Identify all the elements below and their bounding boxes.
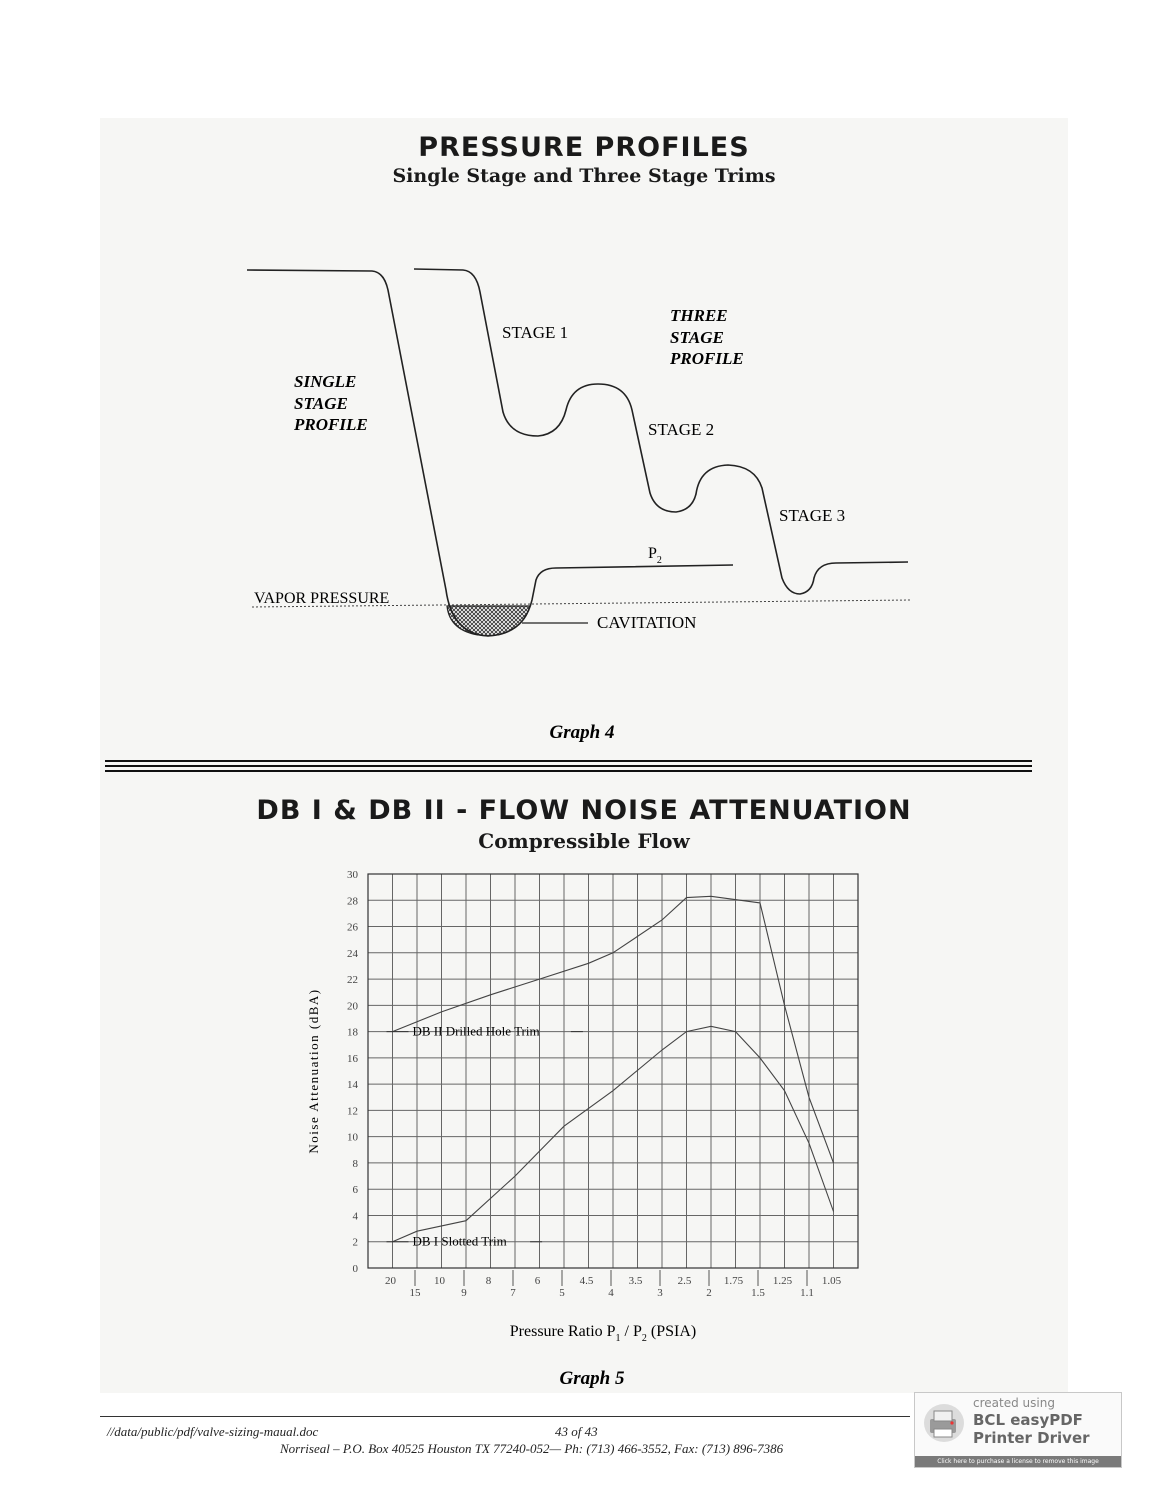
y-axis-label: Noise Attenuation (dBA) [306, 988, 321, 1154]
x-tick-label-top: 1.75 [723, 1275, 744, 1287]
graph4-subtitle: Single Stage and Three Stage Trims [392, 165, 776, 187]
x-tick-label-bottom: 1.5 [751, 1287, 765, 1299]
x-tick-label-top: 8 [485, 1275, 492, 1287]
bcl-easypdf-badge[interactable] [914, 1392, 1122, 1468]
y-tick-label: 0 [352, 1263, 358, 1275]
y-tick-label: 16 [347, 1052, 358, 1065]
x-tick-label-top: 20 [385, 1275, 396, 1287]
vapor-pressure-label: VAPOR PRESSURE [254, 590, 390, 607]
x-tick-label-bottom: 7 [510, 1287, 516, 1299]
footer-address: Norriseal – P.O. Box 40525 Houston TX 77240-052— Ph: (713) 466-3552, Fax: (713) 896-7386 [280, 1441, 784, 1456]
x-tick-label-bottom: 2 [706, 1287, 712, 1299]
three-stage-label-1: THREE [670, 306, 728, 325]
badge-line1: created using [973, 1396, 1055, 1410]
x-tick-label-top: 10 [434, 1275, 445, 1287]
x-tick-label-bottom: 5 [559, 1287, 565, 1299]
x-tick-label-top: 6 [534, 1275, 541, 1287]
y-tick-label: 6 [352, 1184, 358, 1197]
y-tick-label: 12 [347, 1105, 358, 1118]
three-stage-label-3: PROFILE [670, 349, 744, 368]
stage1-label: STAGE 1 [502, 323, 569, 342]
y-tick-label: 2 [352, 1236, 358, 1249]
p2-label: $P_2$ [648, 545, 662, 566]
section-divider [105, 760, 1032, 773]
graph5-caption: Graph 5 [559, 1368, 625, 1389]
graph5-title: DB I & DB II - FLOW NOISE ATTENUATION [256, 795, 912, 826]
y-tick-label: 10 [347, 1131, 358, 1144]
x-tick-label-bottom: 1.1 [800, 1287, 814, 1299]
x-tick-label-top: 1.05 [821, 1275, 842, 1287]
single-stage-label-3: PROFILE [294, 415, 368, 434]
single-stage-curve [247, 270, 733, 636]
legend-label-db2: DB II Drilled Hole Trim [412, 1023, 540, 1039]
single-stage-label-2: STAGE [294, 394, 348, 413]
stage3-label: STAGE 3 [779, 506, 846, 525]
footer-rule [100, 1416, 910, 1417]
cavitation-label: CAVITATION [597, 613, 697, 632]
three-stage-label-2: STAGE [670, 328, 724, 347]
graph4-title: PRESSURE PROFILES [418, 132, 750, 163]
y-tick-label: 4 [352, 1210, 358, 1223]
noise-attenuation-chart [0, 860, 1159, 1400]
y-tick-label: 14 [347, 1079, 358, 1092]
graph5-subtitle: Compressible Flow [478, 829, 690, 853]
x-tick-label-bottom: 15 [409, 1287, 421, 1299]
x-tick-label-bottom: 9 [461, 1287, 467, 1299]
cavitation-area [447, 606, 530, 636]
badge-purchase-link[interactable]: Click here to purchase a license to remove this image [915, 1456, 1121, 1467]
x-tick-label-top: 2.5 [677, 1275, 692, 1287]
y-tick-label: 20 [347, 1000, 358, 1013]
x-axis-label: Pressure Ratio $P_1 / P_2$ (PSIA) [509, 1323, 697, 1344]
y-tick-label: 28 [347, 895, 358, 908]
y-tick-label: 18 [347, 1026, 358, 1039]
stage2-label: STAGE 2 [648, 420, 715, 439]
footer-page: 43 of 43 [555, 1424, 598, 1439]
legend-label-db1: DB I Slotted Trim [412, 1233, 507, 1249]
footer-path: //data/public/pdf/valve-sizing-maual.doc [107, 1424, 319, 1439]
single-stage-label-1: SINGLE [294, 372, 357, 391]
x-tick-label-bottom: 4 [608, 1287, 614, 1299]
x-tick-label-top: 3.5 [628, 1275, 643, 1287]
printer-icon [921, 1401, 967, 1445]
y-tick-label: 8 [352, 1157, 358, 1170]
y-tick-label: 24 [347, 947, 358, 960]
graph4-caption: Graph 4 [549, 722, 615, 743]
badge-line2: BCL easyPDF [973, 1411, 1083, 1429]
y-tick-label: 30 [347, 869, 358, 881]
x-tick-label-top: 4.5 [579, 1275, 594, 1287]
badge-line3: Printer Driver [973, 1429, 1090, 1447]
x-tick-label-bottom: 3 [657, 1287, 663, 1299]
y-tick-label: 22 [347, 974, 358, 987]
y-tick-label: 26 [347, 921, 358, 934]
x-tick-label-top: 1.25 [772, 1275, 793, 1287]
